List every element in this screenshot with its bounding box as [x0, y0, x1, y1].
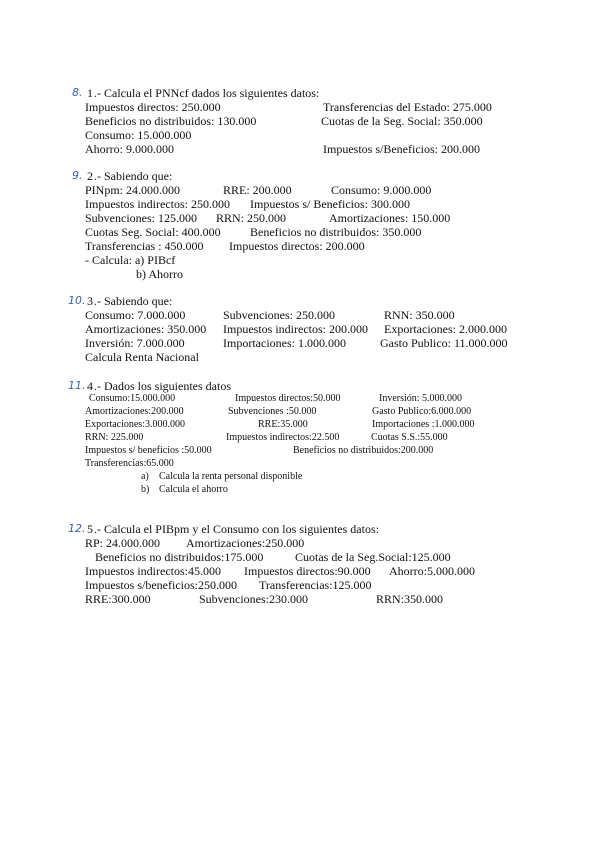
data-item: Subvenciones: 250.000	[223, 308, 335, 322]
data-item: Transferencias:125.000	[259, 578, 372, 592]
exercise-number: 4	[87, 379, 93, 393]
task-item: - Calcula: a) PIBcf	[85, 253, 176, 267]
exercise-number: 3	[87, 294, 93, 308]
data-item: Ahorro: 9.000.000	[85, 142, 174, 156]
handwritten-number: 10.	[68, 294, 86, 307]
data-item: Exportaciones: 2.000.000	[384, 322, 507, 336]
data-item: Transferencias:65.000	[85, 458, 174, 469]
data-item: RP: 24.000.000	[85, 536, 161, 550]
data-item: Cuotas S.S.:55.000	[371, 432, 448, 443]
task-item: Calcula la renta personal disponible	[159, 471, 303, 482]
data-item: Inversión: 5.000.000	[379, 393, 463, 404]
data-item: Subvenciones :50.000	[228, 406, 317, 417]
data-item: Cuotas Seg. Social: 400.000	[85, 225, 221, 239]
data-item: Impuestos indirectos:22.500	[226, 432, 340, 443]
data-item: Impuestos directos: 250.000	[85, 100, 221, 114]
handwritten-number: 11.	[68, 379, 86, 392]
data-item: RRE: 200.000	[223, 183, 292, 197]
data-item: Subvenciones: 125.000	[85, 211, 197, 225]
data-item: PINpm: 24.000.000	[85, 183, 181, 197]
data-item: Cuotas de la Seg.Social:125.000	[295, 550, 451, 564]
data-item: Consumo: 9.000.000	[331, 183, 432, 197]
handwritten-number: 12.	[68, 522, 86, 535]
exercise-number: 5	[87, 522, 93, 536]
exercise-number: 2	[87, 169, 93, 183]
data-item: RNN: 350.000	[384, 308, 455, 322]
data-item: Impuestos directos:50.000	[235, 393, 341, 404]
data-item: Beneficios no distribuidos: 130.000	[85, 114, 257, 128]
data-item: Consumo:15.000.000	[89, 393, 176, 404]
data-item: Gasto Publico: 11.000.000	[380, 336, 508, 350]
data-item: RRE:300.000	[85, 592, 151, 606]
data-item: Beneficios no distribuidos:175.000	[95, 550, 264, 564]
data-item: Gasto Publico:6.000.000	[372, 406, 472, 417]
handwritten-number: 8.	[72, 86, 83, 99]
data-item: Impuestos directos: 200.000	[229, 239, 365, 253]
task-item: b) Ahorro	[136, 267, 183, 281]
data-item: Consumo: 15.000.000	[85, 128, 192, 142]
task-item: Calcula el ahorro	[159, 484, 228, 495]
exercise-number: 1	[87, 86, 93, 100]
data-item: Amortizaciones: 150.000	[329, 211, 451, 225]
data-item: Subvenciones:230.000	[199, 592, 308, 606]
task-marker: a)	[141, 471, 149, 482]
data-item: Impuestos indirectos: 250.000	[85, 197, 230, 211]
data-item: Amortizaciones: 350.000	[85, 322, 207, 336]
data-item: Impuestos indirectos: 200.000	[223, 322, 368, 336]
data-item: Impuestos s/Beneficios: 200.000	[323, 142, 480, 156]
data-item: Transferencias del Estado: 275.000	[323, 100, 492, 114]
data-item: Impuestos s/ beneficios :50.000	[85, 445, 212, 456]
data-item: Exportaciones:3.000.000	[85, 419, 185, 430]
data-item: Amortizaciones:200.000	[85, 406, 184, 417]
data-item: Transferencias : 450.000	[85, 239, 204, 253]
task-marker: b)	[141, 484, 150, 495]
data-item: Beneficios no distribuidos: 350.000	[250, 225, 422, 239]
data-item: Inversión: 7.000.000	[85, 336, 185, 350]
data-item: Cuotas de la Seg. Social: 350.000	[321, 114, 483, 128]
data-item: Importaciones: 1.000.000	[223, 336, 346, 350]
data-item: Ahorro:5.000.000	[389, 564, 475, 578]
exercise-title: .- Calcula el PIBpm y el Consumo con los siguientes datos:	[94, 522, 379, 536]
data-item: RRN: 225.000	[85, 432, 144, 443]
data-item: Impuestos directos:90.000	[244, 564, 371, 578]
data-item: Importaciones :1.000.000	[372, 419, 475, 430]
exercise-title: .- Sabiendo que:	[94, 169, 173, 183]
data-item: RRE:35.000	[258, 419, 308, 430]
task-item: Calcula Renta Nacional	[85, 350, 199, 364]
exercise-title: .- Dados los siguientes datos	[94, 379, 231, 393]
data-item: RRN: 250.000	[216, 211, 287, 225]
data-item: Consumo: 7.000.000	[85, 308, 186, 322]
data-item: Impuestos indirectos:45.000	[85, 564, 221, 578]
data-item: RRN:350.000	[376, 592, 444, 606]
exercise-title: .- Calcula el PNNcf dados los siguientes datos:	[94, 86, 320, 100]
exercise-title: .- Sabiendo que:	[94, 294, 173, 308]
data-item: Impuestos s/ Beneficios: 300.000	[250, 197, 410, 211]
data-item: Impuestos s/beneficios:250.000	[85, 578, 237, 592]
handwritten-number: 9.	[72, 169, 83, 182]
data-item: Beneficios no distribuidos:200.000	[293, 445, 434, 456]
data-item: Amortizaciones:250.000	[186, 536, 305, 550]
